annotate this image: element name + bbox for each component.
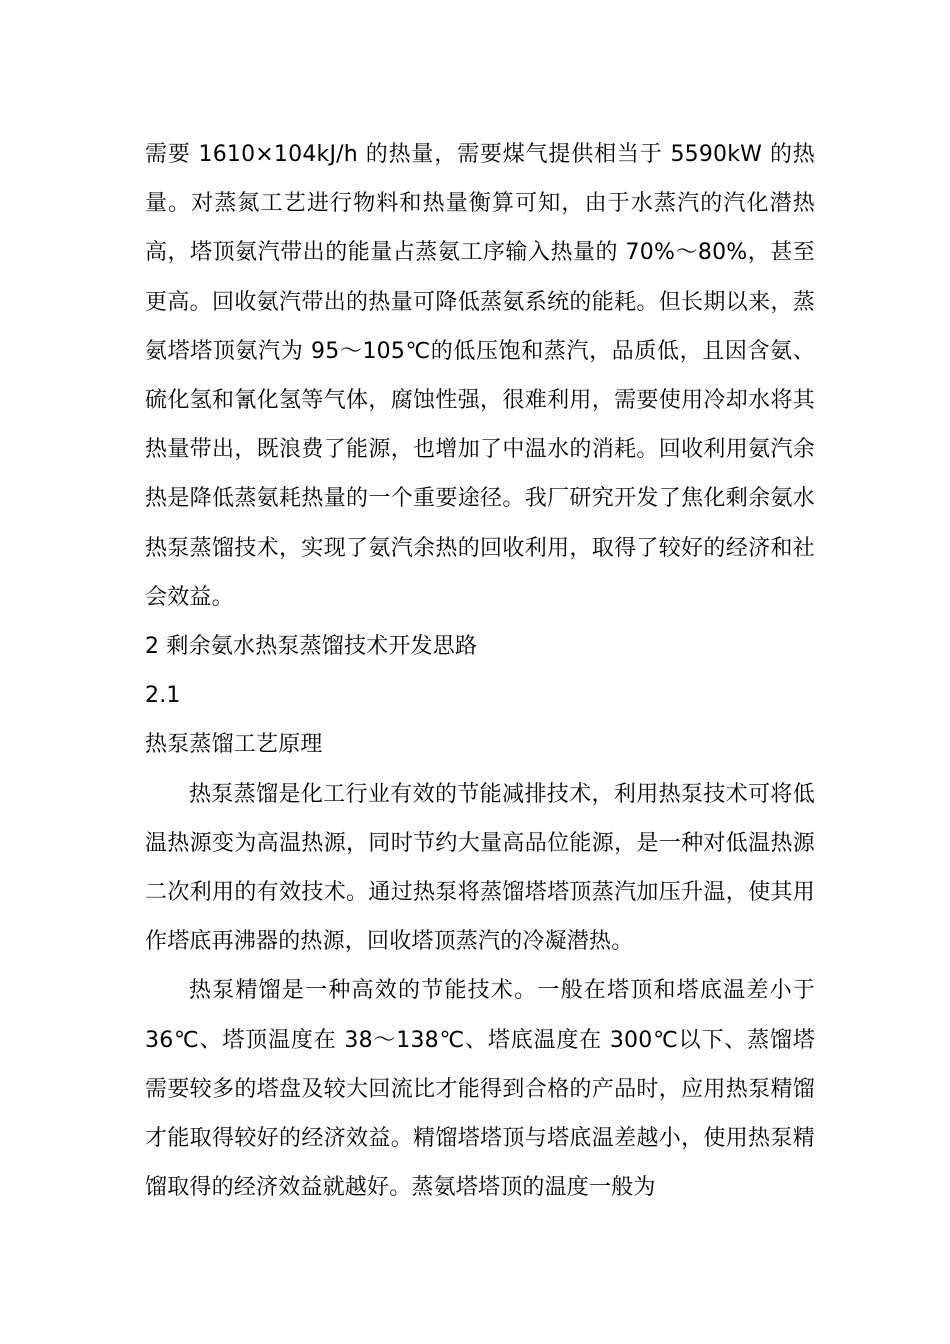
document-page (145, 130, 815, 1212)
subsection-number: 2.1 (145, 683, 181, 709)
paragraph-heat-recovery-background: 需要 1610×104kJ/h 的热量，需要煤气提供相当于 5590kW 的热量。对蒸氮工艺进行物料和热量衡算可知，由于水蒸汽的汽化潜热高，塔顶氨汽带出的能量占蒸氨工序输入热量的 70%～80%，甚至更高。回收氨汽带出的热量可降低蒸氨系统的能耗。但长期以来，蒸氨塔塔顶氨汽为 95～105℃的低压饱和蒸汽，品质低，且因含氨、硫化氢和氰化氢等气体，腐蚀性强，很难利用，需要使用冷却水将其热量带出，既浪费了能源，也增加了中温水的消耗。回收利用氨汽余热是降低蒸氨耗热量的一个重要途径。我厂研究开发了焦化剩余氨水热泵蒸馏技术，实现了氨汽余热的回收利用，取得了较好的经济和社会效益。 (145, 142, 815, 610)
subsection-title: 热泵蒸馏工艺原理 (145, 732, 323, 758)
paragraph-heat-pump-conditions: 热泵精馏是一种高效的节能技术。一般在塔顶和塔底温差小于 36℃、塔顶温度在 38～138℃、塔底温度在 300℃以下、蒸馏塔需要较多的塔盘及较大回流比才能得到合格的产品时，应用热泵精馏才能取得较好的经济效益。精馏塔塔顶与塔底温差越小，使用热泵精馏取得的经济效益就越好。蒸氨塔塔顶的温度一般为 (145, 978, 815, 1201)
section-heading: 2 剩余氨水热泵蒸馏技术开发思路 (145, 634, 478, 660)
paragraph-heat-pump-principle: 热泵蒸馏是化工行业有效的节能减排技术，利用热泵技术可将低温热源变为高温热源，同时节约大量高品位能源，是一种对低温热源二次利用的有效技术。通过热泵将蒸馏塔塔顶蒸汽加压升温，使其用作塔底再沸器的热源，回收塔顶蒸汽的冷凝潜热。 (145, 781, 815, 955)
